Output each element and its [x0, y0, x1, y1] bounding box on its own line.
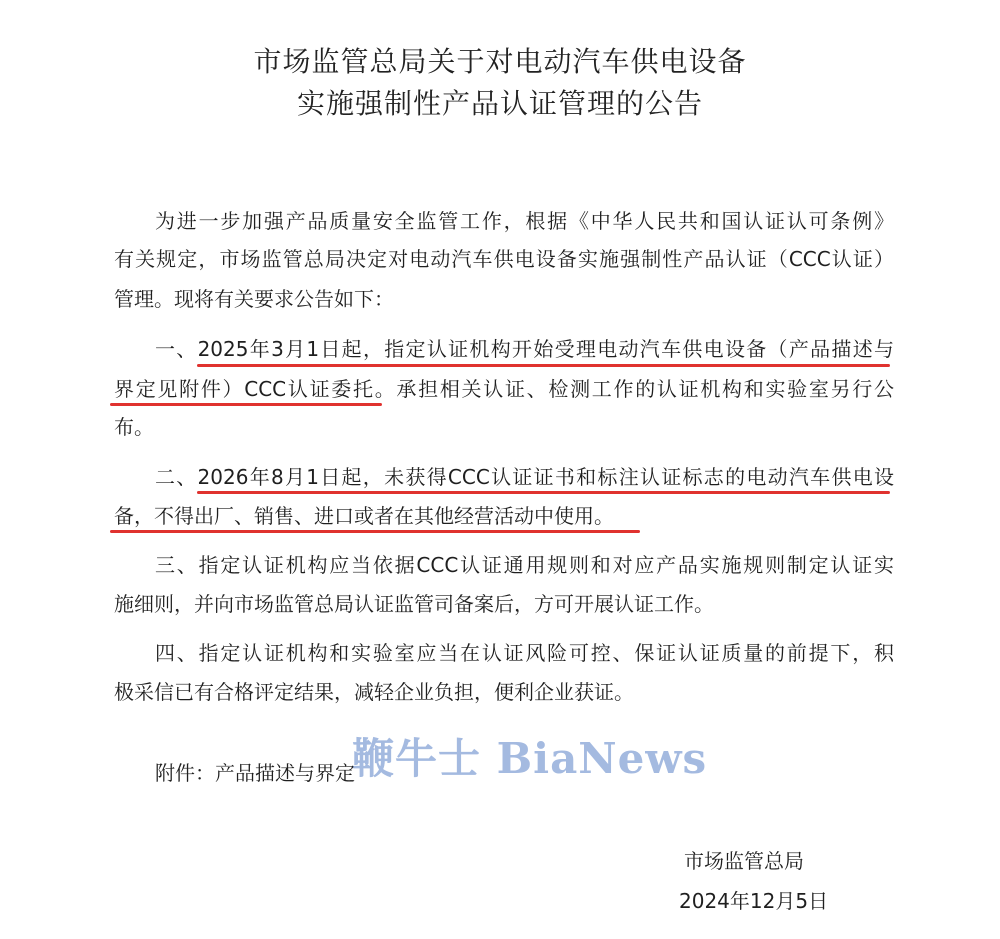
intro-paragraph-line-3: 管理。现将有关要求公告如下：: [114, 287, 394, 311]
document-title-line-1: 市场监管总局关于对电动汽车供电设备: [253, 45, 747, 78]
item-3-line-1: 三、指定认证机构应当依据CCC认证通用规则和对应产品实施规则制定认证实: [155, 553, 894, 577]
item-1-line-3: 布。: [114, 415, 154, 439]
issue-date: 2024年12月5日: [679, 889, 829, 913]
item-4-line-2: 极采信已有合格评定结果，减轻企业负担，便利企业获证。: [114, 680, 634, 704]
highlight-underline: [110, 530, 640, 533]
document-title-line-2: 实施强制性产品认证管理的公告: [296, 87, 703, 120]
item-1-line-1: 一、2025年3月1日起，指定认证机构开始受理电动汽车供电设备（产品描述与: [155, 337, 894, 361]
item-2-line-1: 二、2026年8月1日起，未获得CCC认证证书和标注认证标志的电动汽车供电设: [155, 465, 894, 489]
highlight-underline: [197, 364, 890, 367]
item-2-line-2: 备，不得出厂、销售、进口或者在其他经营活动中使用。: [114, 504, 614, 528]
attachment-label: 附件：产品描述与界定: [155, 761, 355, 785]
item-1-line-2: 界定见附件）CCC认证委托。承担相关认证、检测工作的认证机构和实验室另行公: [114, 377, 894, 401]
item-4-line-1: 四、指定认证机构和实验室应当在认证风险可控、保证认证质量的前提下，积: [155, 641, 894, 665]
highlight-underline: [197, 491, 890, 494]
issuer-signature: 市场监管总局: [684, 849, 804, 873]
intro-paragraph-line-2: 有关规定，市场监管总局决定对电动汽车供电设备实施强制性产品认证（CCC认证）: [114, 247, 894, 271]
intro-paragraph-line-1: 为进一步加强产品质量安全监管工作，根据《中华人民共和国认证认可条例》: [155, 209, 894, 233]
item-3-line-2: 施细则，并向市场监管总局认证监管司备案后，方可开展认证工作。: [114, 592, 714, 616]
highlight-underline: [110, 403, 382, 406]
bianews-watermark: 鞭牛士 BiaNews: [352, 734, 708, 783]
